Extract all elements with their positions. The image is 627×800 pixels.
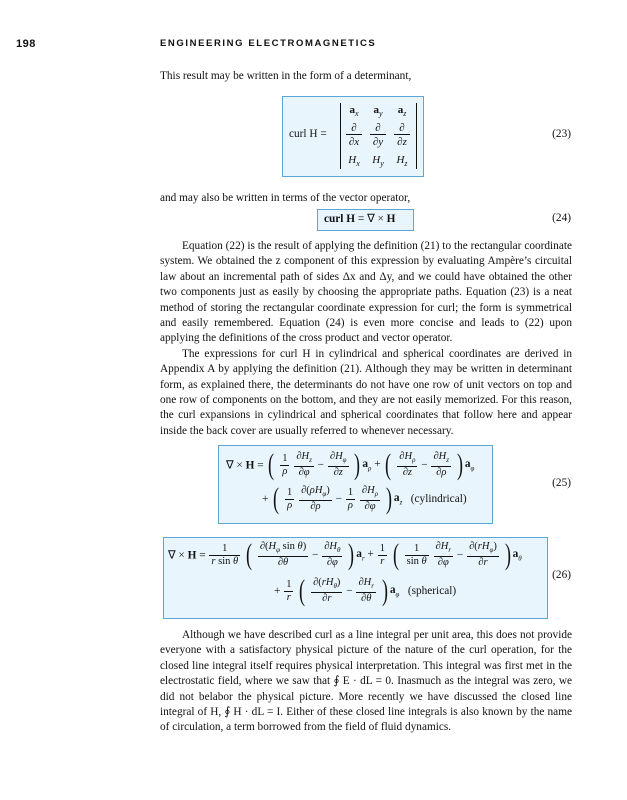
page-number: 198 <box>16 38 36 50</box>
paragraph-2: The expressions for curl H in cylindrical and spherical coordinates are derived in Appendix A by applying the definition (21). Although they may be written in determinant form, as explained there, the determinants do not have one row of unit vectors on top and one row of components on the bottom, and they are not easily memorized. For this reason, the curl expansions in cylindrical and spherical coordinates that follow here and appear inside the back cover are usually referred to whenever necessary. <box>160 347 572 437</box>
body-paragraphs <box>160 239 572 439</box>
eq23-lhs: curl H = <box>289 128 327 140</box>
eq26-label: (spherical) <box>407 585 457 598</box>
eq26-number: (26) <box>552 569 571 581</box>
body-paragraph-3 <box>160 628 572 736</box>
eq26-line2: + $\frac{1}{r}$ ( $\frac{\partial(rH_\theta)}{\partial r}$ − $\frac{\partial H_r}{\partial\theta}$ ) $a_\varphi$ (spherical) <box>274 574 457 608</box>
eq25-label: (cylindrical) <box>410 493 467 506</box>
eq23-number: (23) <box>552 128 571 140</box>
running-title: ENGINEERING ELECTROMAGNETICS <box>160 38 377 49</box>
after-eq23-text: and may also be written in terms of the vector operator, <box>160 192 411 204</box>
eq25-number: (25) <box>552 477 571 489</box>
eq24-number: (24) <box>552 212 571 224</box>
paragraph-3: Although we have described curl as a line integral per unit area, this does not provide everyone with a satisfactory physical picture of the nature of the curl operation, for the closed line integral itself requires physical interpretation. This integral was first met in the electrostatic field, where we saw that ∮ E · dL = 0. Inasmuch as the integral was zero, we did not belabor the physical picture. More recently we have discussed the closed line integral of H, ∮ H · dL = I. Either of these closed line integrals is also known by the name of circulation, a term borrowed from the field of fluid dynamics. <box>160 629 572 734</box>
eq26-line1: ∇ × H = $\frac{1}{\text{r sin θ}}$ ( $\frac{\partial(H_\varphi \sin \theta)}{\partial\theta}$ − $\frac{\partial H_\theta}{\partial\varphi}$ ) $a_r$ + $\frac{1}{r}$ ( $\frac{1}{\text{sin θ}}$ $\frac{\partial H_r}{\partial\varphi}$ − $\frac{\partial(rH_\varphi)}{\partial r}$ ) $a_\theta$ <box>168 538 522 572</box>
eq25-line1: ∇ × H = ( $\frac{1}{\rho}$ $\frac{\partial H_z}{\partial\varphi}$ − $\frac{\partial H_\varphi}{\partial z}$ ) $a_\rho$ + ( $\frac{\partial H_\rho}{\partial z}$ − $\frac{\partial H_z}{\partial\rho}$ ) $a_\varphi$ <box>226 448 475 482</box>
eq23-right-bar <box>416 103 417 169</box>
eq23-left-bar <box>340 103 341 169</box>
eq25-line2: + ( $\frac{1}{\rho}$ $\frac{\partial(\rho H_\varphi)}{\partial\rho}$ − $\frac{1}{\rho}$ $\frac{\partial H_\rho}{\partial\varphi}$ ) $a_z$ (cylindrical) <box>262 482 467 516</box>
eq24-formula: curl H = ∇ × H <box>324 213 396 225</box>
intro-text: This result may be written in the form of a determinant, <box>160 70 412 82</box>
paragraph-1: Equation (22) is the result of applying the definition (21) to the rectangular coordinate system. We obtained the z component of this expression by evaluating Ampère’s circuital law about an incremental path of sides Δx and Δy, and we could have obtained the other two components just as easily by choosing the appropriate paths. Equation (23) is a neat method of storing the rectangular coordinate expression for curl; the form is symmetrical and easily remembered. Equation (24) is even more concise and leads to (22) upon applying the definitions of the cross product and vector operator. <box>160 240 572 345</box>
